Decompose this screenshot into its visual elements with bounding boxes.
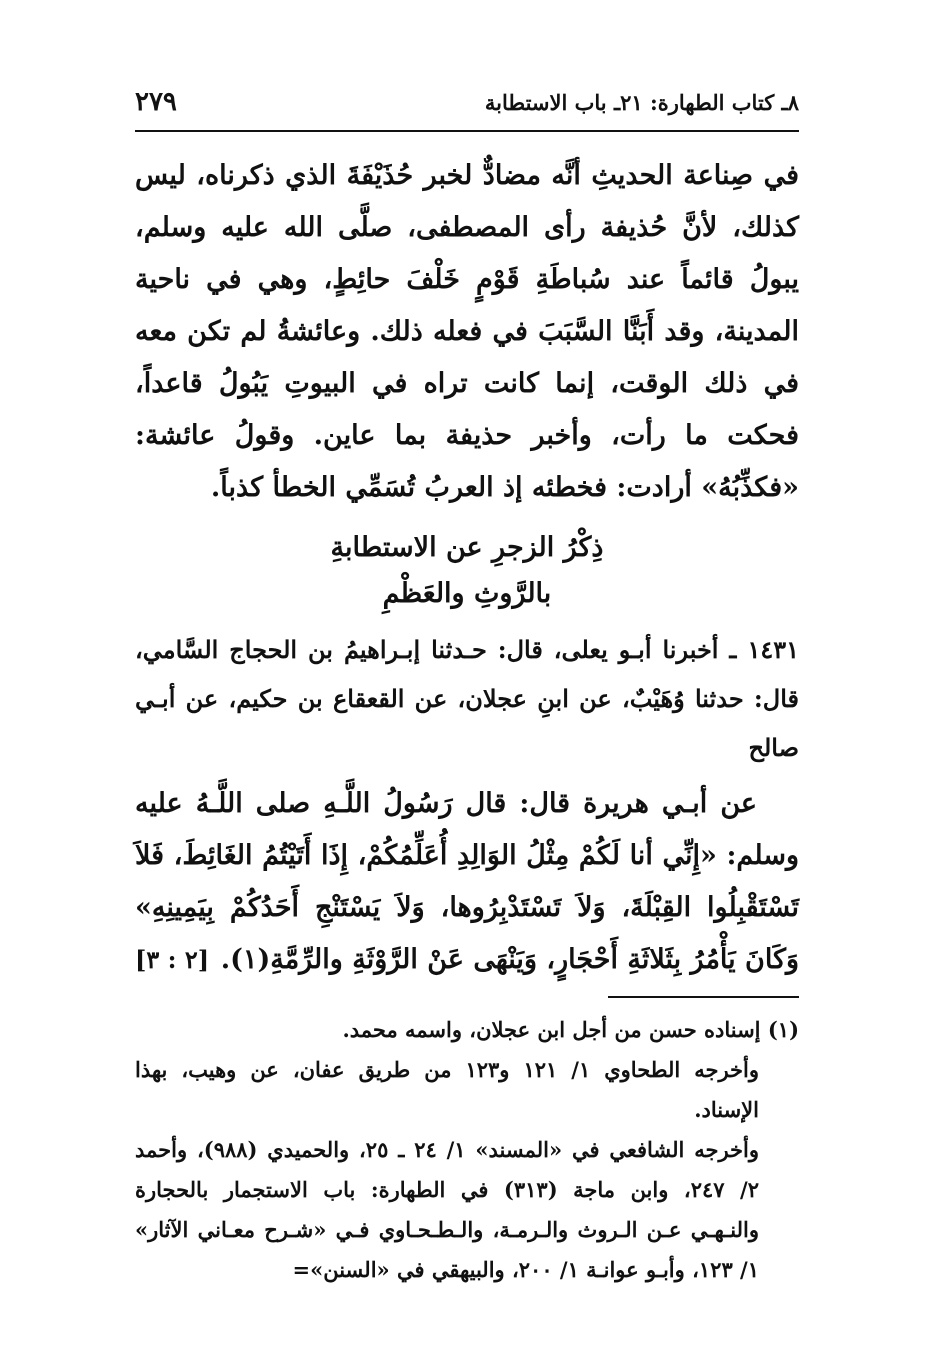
hadith-text-block (135, 778, 799, 986)
section-heading-line-2: بالرَّوثِ والعَظْمِ (382, 578, 552, 609)
hadith-reference: [٢ : ٣] (135, 945, 210, 974)
section-heading-line-1: ذِكْرُ الزجرِ عن الاستطابةِ (330, 532, 604, 563)
footnote-3: وأخرجه الشافعي في «المسند» ١/ ٢٤ ـ ٢٥، والحميدي (٩٨٨)، وأحمد ٢/ ٢٤٧، وابن ماجة (٣١٣) في الطهارة: باب الاستجمار بالحجارة والنـهـي عـن الـروث والـرمـة، والـطـحـاوي فـي «شـرح معـاني الآثار» ١/ ١٢٣، وأبـو عوانـة ١/ ٢٠٠، والبيهقي في «السنن»= (135, 1137, 760, 1282)
footnote-2: وأخرجه الطحاوي ١/ ١٢١ و١٢٣ من طريق عفان، عن وهيب، بهذا الإسناد. (135, 1057, 759, 1122)
footnote-rule (608, 996, 799, 998)
main-text: في صِناعة الحديثِ أنَّه مضادٌّ لخبر حُذَيْفَةَ الذي ذكرناه، ليس كذلك، لأنَّ حُذيفة رأى المصطفى، صلَّى الله عليه وسلم، يبولُ قائماً عند سُباطَةِ قَوْمٍ خَلْفَ حائِطٍ، وهي في ناحية المدينة، وقد أَبَنَّا السَّبَبَ في فعله ذلك. وعائشةُ لم تكن معه في ذلك الوقت، إنما كانت تراه في البيوتِ يَبُولُ قاعداً، فحكت ما رأت، وأخبر حذيفة بما عاين. وقولُ عائشة: «فكذِّبُهُ» أرادت: فخطئه إذ العربُ تُسَمِّي الخطأ كذباً. (135, 160, 799, 503)
footnote-1: (١) إسناده حسن من أجل ابن عجلان، واسمه محمد. (342, 1017, 799, 1042)
header-rule (135, 130, 799, 132)
hadith-isnad: ١٤٣١ ـ أخبرنا أبـو يعلى، قال: حـدثنا إبـراهيمُ بن الحجاج السَّامي، قال: حدثنا وُهَيْبٌ، عن ابنِ عجلان، عن القعقاع بن حكيم، عن أبـي صالح (135, 635, 799, 762)
section-heading (135, 525, 799, 617)
page-number: ٢٧٩ (135, 87, 177, 117)
footnotes (135, 1010, 799, 1290)
hadith-text: عن أبـي هريرة قال: قال رَسُولُ اللَّـهِ صلى اللَّـهُ عليه وسلم: «إِنِّي أنا لَكُمْ مِثْلُ الوَالِدِ أُعَلِّمُكُمْ، إِذَا أَتَيْتُمُ الغَائِطَ، فَلاَ تَسْتَقْبِلُوا القِبْلَةَ، وَلاَ تَسْتَدْبِرُوها، وَلاَ يَسْتَنْجِ أَحَدُكُمْ بِيَمِينِهِ» وَكَانَ يَأْمُرُ بِثَلاثَةِ أَحْجَارٍ، وَيَنْهَى عَنْ الرَّوْثَةِ والرِّمَّةِ(١). (135, 788, 799, 975)
page-header (135, 82, 799, 122)
running-head: ٨ـ كتاب الطهارة: ٢١ـ باب الاستطابة (484, 89, 799, 115)
